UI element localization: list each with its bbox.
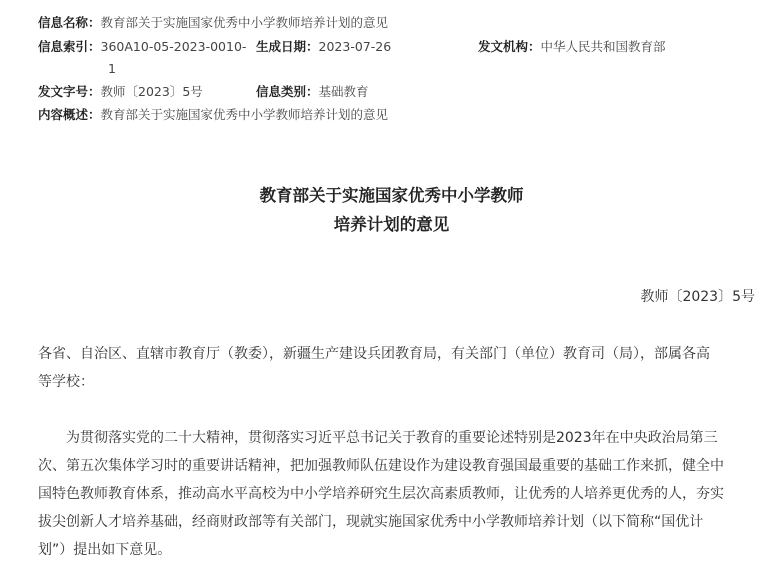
- meta-summary-value: 教育部关于实施国家优秀中小学教师培养计划的意见: [100, 107, 389, 122]
- meta-index-value: 360A10-05-2023-0010-: [100, 39, 247, 54]
- meta-name-label: 信息名称：: [38, 15, 101, 30]
- meta-index-value-continued: [108, 60, 116, 78]
- meta-summary-row: [38, 106, 388, 124]
- meta-index-value-line2: 1: [108, 61, 116, 76]
- meta-docno-row: [38, 83, 203, 101]
- document-number: 教师〔2023〕5号: [640, 289, 755, 305]
- document-title-line1: 教育部关于实施国家优秀中小学教师: [259, 186, 524, 205]
- body-line1: 为贯彻落实党的二十大精神，贯彻落实习近平总书记关于教育的重要论述特别是2023年在中央政治局第三: [38, 430, 718, 446]
- body-line3: 国特色教师教育体系，推动高水平高校为中小学培养研究生层次高素质教师，让优秀的人培养更优秀的人，夯实: [38, 486, 724, 502]
- meta-category-label: 信息类别：: [256, 84, 319, 99]
- meta-summary-label: 内容概述：: [38, 107, 101, 122]
- meta-issuer-value: 中华人民共和国教育部: [540, 39, 666, 54]
- meta-index-row: [38, 38, 246, 56]
- meta-docno-label: 发文字号：: [38, 84, 101, 99]
- body-line2: 次、第五次集体学习时的重要讲话精神，把加强教师队伍建设作为建设教育强国最重要的基础工作来抓，健全中: [38, 458, 724, 474]
- meta-index-label: 信息索引：: [38, 39, 101, 54]
- meta-date-value: 2023-07-26: [318, 39, 392, 54]
- recipients-line2: 等学校：: [38, 374, 94, 390]
- meta-name-row: [38, 14, 388, 32]
- document-title-line2: 培养计划的意见: [333, 215, 450, 234]
- body-line5: 划”）提出如下意见。: [38, 542, 172, 558]
- meta-date-row: [256, 38, 391, 56]
- meta-category-value: 基础教育: [318, 84, 369, 99]
- meta-issuer-row: [478, 38, 666, 56]
- body-line4: 拔尖创新人才培养基础，经商财政部等有关部门，现就实施国家优秀中小学教师培养计划（以下简称“国优计: [38, 514, 704, 530]
- meta-name-value: 教育部关于实施国家优秀中小学教师培养计划的意见: [100, 15, 389, 30]
- meta-docno-value: 教师〔2023〕5号: [100, 84, 203, 99]
- meta-issuer-label: 发文机构：: [478, 39, 541, 54]
- meta-date-label: 生成日期：: [256, 39, 319, 54]
- meta-category-row: [256, 83, 369, 101]
- recipients-line1: 各省、自治区、直辖市教育厅（教委），新疆生产建设兵团教育局，有关部门（单位）教育司（局），部属各高: [38, 346, 710, 362]
